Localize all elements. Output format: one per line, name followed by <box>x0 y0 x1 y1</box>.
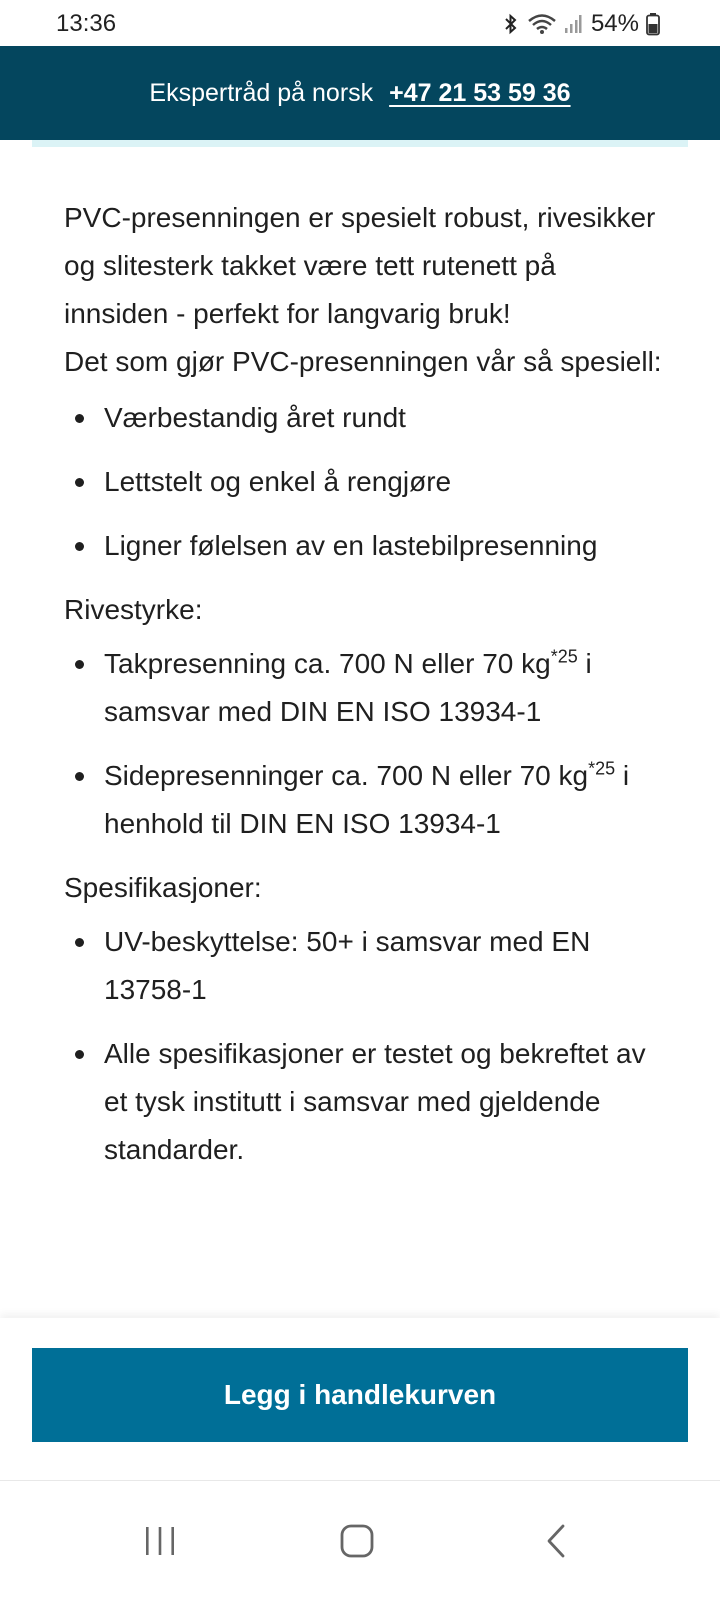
battery-icon <box>646 12 660 36</box>
status-icons <box>502 10 660 38</box>
product-description <box>64 194 664 1190</box>
list-item: Sidepresenninger ca. 700 N eller 70 $kg^{*25}$ i henhold til DIN EN ISO 13934-1 <box>64 752 664 848</box>
add-to-cart-bar <box>0 1318 720 1480</box>
bluetooth-icon <box>502 13 520 35</box>
recent-apps-icon[interactable] <box>120 1511 200 1571</box>
list-item: Lettstelt og enkel å rengjøre <box>64 458 664 506</box>
signal-icon <box>564 14 582 34</box>
list-item: Ligner følelsen av en lastebilpresenning <box>64 522 664 570</box>
list-item: Alle spesifikasjoner er testet og bekreftet av et tysk institutt i samsvar med gjeldende standarder. <box>64 1030 664 1174</box>
banner-text: Ekspertråd på norsk <box>149 78 374 107</box>
add-to-cart-button[interactable]: Legg i handlekurven <box>32 1348 688 1442</box>
status-bar <box>0 0 720 46</box>
special-heading: Det som gjør PVC-presenningen vår så spesiell: <box>64 346 662 377</box>
tear-strength-list <box>64 640 664 848</box>
tear-strength-heading: Rivestyrke: <box>64 594 203 625</box>
banner-divider <box>32 140 688 147</box>
home-icon[interactable] <box>317 1511 397 1571</box>
list-item: UV-beskyttelse: 50+ i samsvar med EN 13758-1 <box>64 918 664 1014</box>
list-item: Værbestandig året rundt <box>64 394 664 442</box>
list-item: Takpresenning ca. 700 N eller 70 $kg^{*25}$ i samsvar med DIN EN ISO 13934-1 <box>64 640 664 736</box>
expert-advice-banner <box>0 46 720 140</box>
specifications-heading: Spesifikasjoner: <box>64 872 262 903</box>
status-time: 13:36 <box>56 10 117 37</box>
battery-percent: 54% <box>590 10 639 37</box>
special-list <box>64 394 664 570</box>
back-icon[interactable] <box>516 1511 596 1571</box>
intro-paragraph: PVC-presenningen er spesielt robust, rivesikker og slitesterk takket være tett rutenett på innsiden - perfekt for langvarig bruk! <box>64 202 656 329</box>
phone-link[interactable]: +47 21 53 59 36 <box>389 78 571 107</box>
system-navigation-bar <box>0 1480 720 1601</box>
specifications-list <box>64 918 664 1174</box>
wifi-icon <box>527 13 557 35</box>
